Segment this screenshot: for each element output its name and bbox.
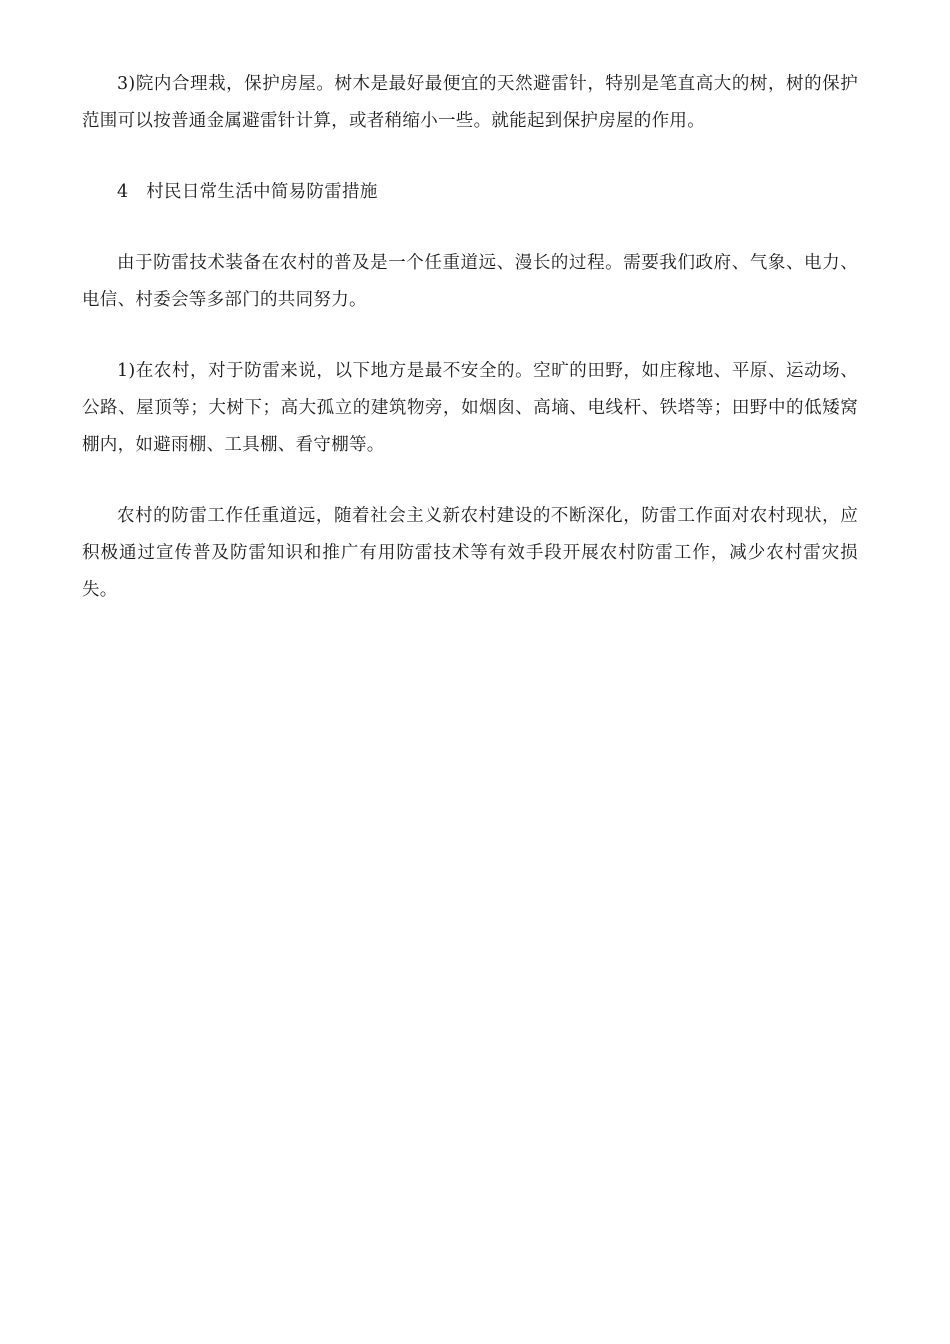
section-heading-lightning-measures: 4 村民日常生活中简易防雷措施 xyxy=(117,182,378,202)
paragraph-spacer xyxy=(82,140,858,174)
paragraph-spacer xyxy=(82,319,858,353)
paragraph-rural-popularization: 由于防雷技术装备在农村的普及是一个任重道远、漫长的过程。需要我们政府、气象、电力、电信、村委会等多部门的共同努力。 xyxy=(82,253,858,310)
paragraph-spacer xyxy=(82,464,858,498)
paragraph-unsafe-places: 1)在农村，对于防雷来说，以下地方是最不安全的。空旷的田野，如庄稼地、平原、运动场、公路、屋顶等；大树下；高大孤立的建筑物旁，如烟囱、高墒、电线杆、铁塔等；田野中的低矮窝棚内，如避雨棚、工具棚、看守棚等。 xyxy=(82,361,858,455)
paragraph-spacer xyxy=(82,211,858,245)
paragraph-conclusion: 农村的防雷工作任重道远，随着社会主义新农村建设的不断深化，防雷工作面对农村现状，应积极通过宣传普及防雷知识和推广有用防雷技术等有效手段开展农村防雷工作，减少农村雷灾损失。 xyxy=(82,506,858,600)
document-page xyxy=(82,66,858,609)
paragraph-tree-protection: 3)院内合理栽，保护房屋。树木是最好最便宜的天然避雷针，特别是笔直高大的树，树的保护范围可以按普通金属避雷针计算，或者稍缩小一些。就能起到保护房屋的作用。 xyxy=(82,74,858,131)
